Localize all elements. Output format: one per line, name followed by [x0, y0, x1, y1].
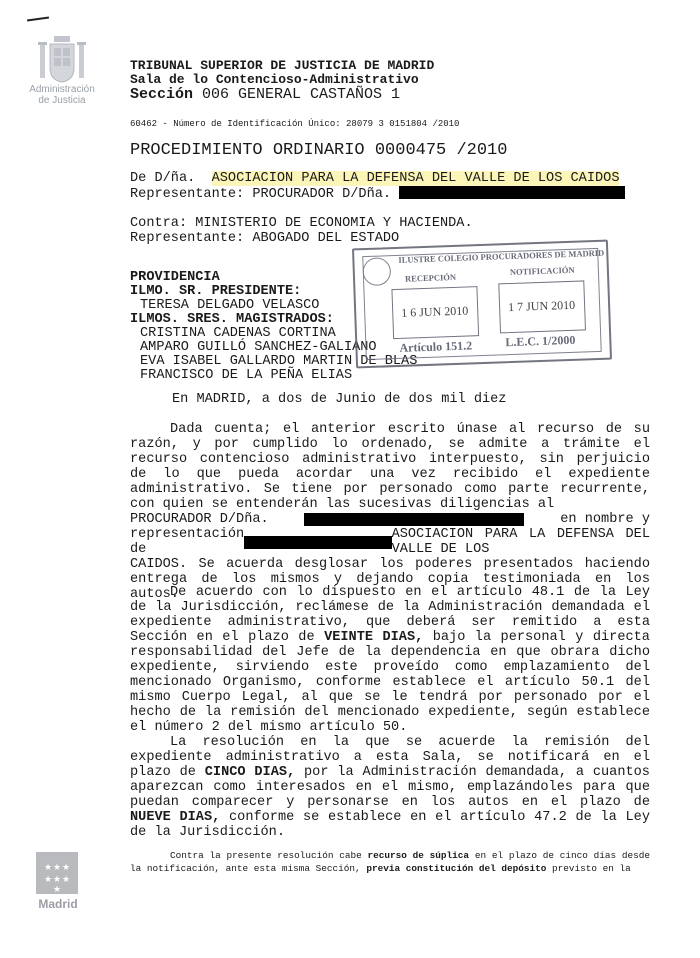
stamp-reception-label: RECEPCIÓN: [404, 271, 457, 284]
defendant-representative-line: Representante: ABOGADO DEL ESTADO: [130, 231, 400, 246]
notification-date-box: [498, 280, 586, 333]
svg-text:★: ★: [62, 875, 71, 885]
paragraph-3-middle: por la Administración demandada, a cuantos aparezcan como interesados en el mismo, emplazándoles para que puedan comparecer y personarse en los autos en el plazo de: [130, 765, 650, 810]
paragraph-2-text: De acuerdo con lo dispuesto en el artículo 48.1 de la Ley de la Jurisdicción, reclámese de la Administración demandada el expediente administrativo, que deberá ser remitido a esta Sección en el plazo de: [130, 585, 650, 645]
term-five-days: CINCO DIAS,: [204, 765, 296, 780]
magistrates-label: ILMOS. SRES. MAGISTRADOS:: [130, 312, 334, 327]
procedure-title: PROCEDIMIENTO ORDINARIO 0000475 /2010: [130, 141, 508, 160]
paragraph-3-text: La resolución en la que se acuerde la remisión del expediente administrativo a esta Sala, se notificará en el plazo de: [130, 735, 650, 780]
reception-date: 1 6 JUN 2010: [401, 303, 469, 320]
redaction-bar: [399, 186, 625, 199]
magistrate-name: AMPARO GUILLÓ SANCHEZ-GALIANO: [140, 340, 377, 355]
court-name: TRIBUNAL SUPERIOR DE JUSTICIA DE MADRID: [130, 58, 435, 73]
appeal-text-2: en el plazo de cinco días desde la notificación, ante esta misma Sección,: [130, 850, 650, 874]
svg-text:★: ★: [53, 885, 62, 894]
stamp-lec: L.E.C. 1/2000: [505, 332, 576, 350]
appeal-notice: [130, 849, 650, 875]
representative-line: [130, 186, 625, 202]
margin-mark: [27, 16, 49, 21]
magistrate-name: CRISTINA CADENAS CORTINA: [140, 326, 336, 341]
identification-number: 60462 - Número de Identificación Único: 28079 3 0151804 /2010: [130, 119, 460, 129]
svg-text:★: ★: [44, 863, 53, 873]
plaintiff-line: [130, 171, 619, 186]
plaintiff-label: De D/ña.: [130, 171, 196, 186]
paragraph-1-continuation: CAIDOS. Se acuerda desglosar los poderes presentados haciendo entrega de los mismos y dejando copia testimoniada en los autos.: [130, 557, 650, 602]
magistrate-name: FRANCISCO DE LA PEÑA ELIAS: [140, 368, 353, 383]
reception-date-box: [391, 286, 479, 339]
representative-label: Representante: PROCURADOR D/Dña.: [130, 187, 392, 202]
paragraph-2: [130, 585, 650, 735]
defendant-line: Contra: MINISTERIO DE ECONOMIA Y HACIENDA.: [130, 216, 473, 231]
stamp-notification-label: NOTIFICACIÓN: [509, 264, 575, 278]
magistrate-name: EVA ISABEL GALLARDO MARTIN DE BLAS: [140, 354, 418, 369]
representation-label: representación de: [130, 527, 245, 557]
appeal-text-3: previsto en la: [551, 863, 631, 874]
redaction-bar: [244, 536, 391, 549]
svg-text:★: ★: [62, 863, 71, 873]
notification-date: 1 7 JUN 2010: [507, 297, 576, 315]
admin-label-line-1: Administración: [29, 84, 95, 95]
svg-text:★: ★: [53, 875, 62, 885]
paragraph-3-end: conforme se establece en el artículo 47.2 de la Ley de la Jurisdicción.: [130, 810, 650, 840]
stamp-article: Artículo 151.2: [399, 338, 473, 355]
paragraph-3: [130, 735, 650, 840]
plaintiff-name: ASOCIACION PARA LA DEFENSA DEL VALLE DE LOS CAIDOS: [211, 171, 620, 186]
term-nine-days: NUEVE DIAS,: [130, 810, 221, 825]
madrid-label: Madrid: [38, 897, 78, 911]
redaction-bar: [304, 513, 524, 526]
admin-label-line-2: de Justicia: [38, 95, 86, 106]
appeal-deposit: previa constitución del depósito: [366, 863, 547, 874]
appeal-text-1: Contra la presente resolución cabe: [170, 850, 362, 861]
paragraph-2-continuation: bajo la personal y directa responsabilidad del Jefe de la dependencia en que obrara dicho expediente, sirviendo este proveído como emplazamiento del mencionado Organismo, conforme establece el artículo 50.1 del mismo Cuerpo Legal, al que se le tendrá por personado por el hecho de la remisión del mencionado expediente, según establece el número 2 del mismo artículo 50.: [130, 630, 650, 735]
paragraph-1: [130, 422, 650, 602]
seccion-address: 006 GENERAL CASTAÑOS 1: [193, 86, 401, 103]
association-name: ASOCIACION PARA LA DEFENSA DEL VALLE DE LOS: [391, 527, 650, 557]
providencia-heading: PROVIDENCIA: [130, 270, 220, 285]
president-label: ILMO. SR. PRESIDENTE:: [130, 284, 302, 299]
svg-text:★: ★: [53, 863, 62, 873]
date-line: En MADRID, a dos de Junio de dos mil diez: [172, 392, 507, 407]
term-twenty-days: VEINTE DIAS,: [324, 630, 424, 645]
seccion-line: [130, 87, 400, 103]
seccion-label: Sección: [130, 86, 194, 103]
svg-text:★: ★: [44, 875, 53, 885]
admin-justicia-label: [22, 84, 102, 106]
sala-name: Sala de lo Contencioso-Administrativo: [130, 72, 419, 87]
paragraph-1-text: Dada cuenta; el anterior escrito únase al recurso de su razón, y por cumplido lo ordenado, se admite a trámite el recurso contencioso administrativo interpuesto, sin perjuicio de lo que pueda acordar una vez recibido el expediente administrativo. Se tiene por personado como parte recurrente, con quien se entenderán las sucesivas diligencias al: [130, 422, 650, 512]
madrid-stars-logo-icon: [36, 852, 78, 894]
stamp-title: ILUSTRE COLEGIO PROCURADORES DE MADRID: [398, 247, 605, 265]
appeal-remedy: recurso de súplica: [367, 850, 470, 861]
procurador-label: PROCURADOR D/Dña.: [130, 512, 269, 527]
president-name: TERESA DELGADO VELASCO: [140, 298, 320, 313]
reception-stamp: [352, 240, 612, 369]
on-behalf-label: en nombre y: [560, 512, 650, 527]
